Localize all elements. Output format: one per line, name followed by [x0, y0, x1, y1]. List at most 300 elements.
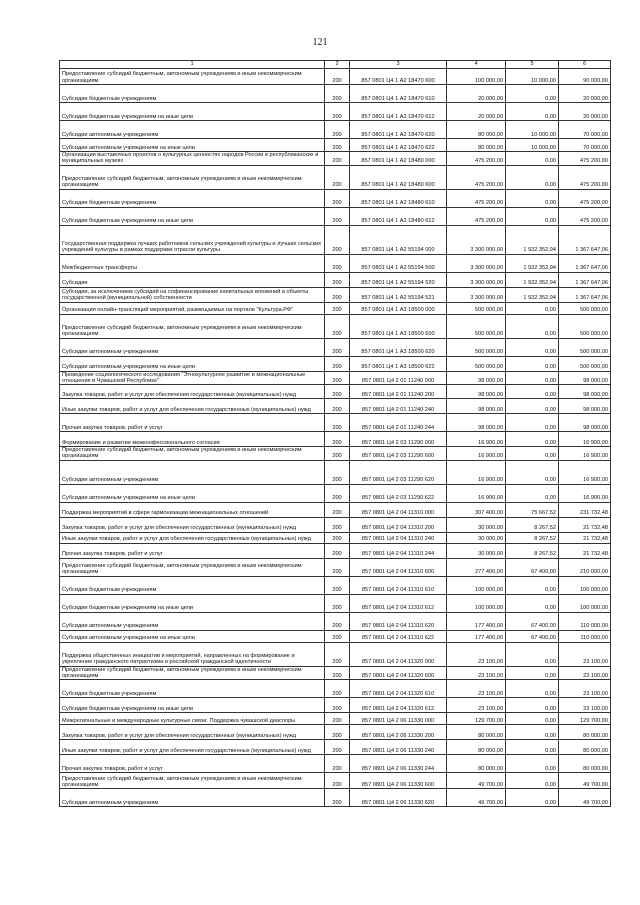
row-code-cell: 200	[325, 447, 350, 461]
budget-classification-code: 857 0801 Ц4 1 А2 18470 610	[350, 85, 447, 103]
executed-amount-cell: 0,00	[506, 755, 559, 773]
table-row	[60, 740, 611, 755]
approved-amount-cell: 23 100,00	[447, 698, 506, 713]
row-name-cell: Предоставление субсидий бюджетным, автономным учреждениям и иным некоммерческим организациям	[60, 558, 325, 576]
executed-amount-cell: 1 932 352,94	[506, 287, 559, 302]
budget-classification-code: 857 0801 Ц4 2 01 11240 240	[350, 399, 447, 414]
unexecuted-amount-cell: 16 900,00	[559, 484, 611, 502]
row-name-cell: Субсидии автономным учреждениям	[60, 460, 325, 484]
executed-amount-cell: 0,00	[506, 399, 559, 414]
row-code-cell: 200	[325, 139, 350, 152]
row-code-cell: 200	[325, 773, 350, 789]
row-name-cell: Предоставление субсидий бюджетным, автономным учреждениям и иным некоммерческим организациям	[60, 314, 325, 338]
approved-amount-cell: 16 900,00	[447, 432, 506, 447]
approved-amount-cell: 98 000,00	[447, 371, 506, 385]
row-code-cell: 200	[325, 666, 350, 680]
executed-amount-cell: 8 267,52	[506, 532, 559, 543]
row-name-cell: Формирование и развитие межконфессионального согласия	[60, 432, 325, 447]
approved-amount-cell: 80 000,00	[447, 740, 506, 755]
unexecuted-amount-cell: 16 900,00	[559, 447, 611, 461]
budget-classification-code: 857 0801 Ц4 2 06 11330 240	[350, 740, 447, 755]
row-name-cell: Субсидии автономным учреждениям на иные цели	[60, 139, 325, 152]
budget-classification-code: 857 0801 Ц4 1 А2 55194 520	[350, 272, 447, 287]
row-code-cell: 200	[325, 302, 350, 314]
approved-amount-cell: 475 200,00	[447, 189, 506, 207]
approved-amount-cell: 500 000,00	[447, 314, 506, 338]
unexecuted-amount-cell: 90 000,00	[559, 69, 611, 85]
approved-amount-cell: 307 400,00	[447, 502, 506, 517]
row-name-cell: Прочая закупка товаров, работ и услуг	[60, 543, 325, 558]
table-row	[60, 666, 611, 680]
unexecuted-amount-cell: 98 000,00	[559, 414, 611, 432]
row-code-cell: 200	[325, 414, 350, 432]
table-row	[60, 356, 611, 371]
executed-amount-cell: 0,00	[506, 680, 559, 698]
unexecuted-amount-cell: 129 700,00	[559, 713, 611, 725]
row-name-cell: Поддержка общественных инициатив и мероприятий, направленных на формирование и укрепление гражданского патриотизма и российской гражданской идентичности	[60, 642, 325, 666]
approved-amount-cell: 100 000,00	[447, 69, 506, 85]
row-name-cell: Предоставление субсидий бюджетным, автономным учреждениям и иным некоммерческим организациям	[60, 165, 325, 189]
row-code-cell: 200	[325, 725, 350, 740]
executed-amount-cell: 67 400,00	[506, 612, 559, 630]
table-row	[60, 773, 611, 789]
row-name-cell: Субсидии бюджетным учреждениям на иные цели	[60, 594, 325, 612]
row-code-cell: 200	[325, 558, 350, 576]
row-code-cell: 200	[325, 630, 350, 642]
table-row	[60, 532, 611, 543]
executed-amount-cell: 0,00	[506, 432, 559, 447]
budget-classification-code: 857 0801 Ц4 1 А2 55194 500	[350, 254, 447, 272]
row-code-cell: 200	[325, 612, 350, 630]
row-code-cell: 200	[325, 484, 350, 502]
row-name-cell: Субсидии бюджетным учреждениям на иные цели	[60, 698, 325, 713]
approved-amount-cell: 500 000,00	[447, 356, 506, 371]
budget-classification-code: 857 0801 Ц4 2 04 11310 622	[350, 630, 447, 642]
unexecuted-amount-cell: 49 700,00	[559, 773, 611, 789]
budget-classification-code: 857 0801 Ц4 2 04 11310 240	[350, 532, 447, 543]
budget-classification-code: 857 0801 Ц4 2 03 11290 622	[350, 484, 447, 502]
approved-amount-cell: 3 300 000,00	[447, 254, 506, 272]
row-code-cell: 200	[325, 399, 350, 414]
table-row	[60, 447, 611, 461]
executed-amount-cell: 10 000,00	[506, 139, 559, 152]
unexecuted-amount-cell: 20 000,00	[559, 103, 611, 121]
table-row	[60, 517, 611, 532]
approved-amount-cell: 23 100,00	[447, 666, 506, 680]
executed-amount-cell: 0,00	[506, 460, 559, 484]
row-code-cell: 200	[325, 103, 350, 121]
budget-classification-code: 857 0801 Ц4 2 04 11320 612	[350, 698, 447, 713]
row-code-cell: 200	[325, 543, 350, 558]
row-name-cell: Субсидии автономным учреждениям	[60, 338, 325, 356]
budget-classification-code: 857 0801 Ц4 1 А2 18480 612	[350, 207, 447, 225]
table-row	[60, 558, 611, 576]
executed-amount-cell: 0,00	[506, 773, 559, 789]
executed-amount-cell: 67 400,00	[506, 630, 559, 642]
row-code-cell: 200	[325, 152, 350, 166]
row-name-cell: Закупка товаров, работ и услуг для обеспечения государственных (муниципальных) нужд	[60, 517, 325, 532]
row-name-cell: Государственная поддержка лучших работников сельских учреждений культуры и лучших сельских учреждений культуры в рамках поддержки отрасли культуры	[60, 225, 325, 254]
approved-amount-cell: 100 000,00	[447, 576, 506, 594]
table-row	[60, 207, 611, 225]
row-name-cell: Субсидии бюджетным учреждениям	[60, 680, 325, 698]
row-code-cell: 200	[325, 698, 350, 713]
approved-amount-cell: 98 000,00	[447, 414, 506, 432]
approved-amount-cell: 80 000,00	[447, 725, 506, 740]
approved-amount-cell: 16 900,00	[447, 447, 506, 461]
row-name-cell: Субсидии бюджетным учреждениям на иные цели	[60, 103, 325, 121]
executed-amount-cell: 1 932 352,94	[506, 225, 559, 254]
row-code-cell: 200	[325, 789, 350, 807]
unexecuted-amount-cell: 100 000,00	[559, 594, 611, 612]
row-name-cell: Организация выставочных проектов о культурных ценностях народов России в республиканских и муниципальных музеях	[60, 152, 325, 166]
table-row	[60, 414, 611, 432]
unexecuted-amount-cell: 23 100,00	[559, 698, 611, 713]
table-row	[60, 189, 611, 207]
budget-classification-code: 857 0801 Ц4 1 А2 18480 600	[350, 165, 447, 189]
unexecuted-amount-cell: 475 200,00	[559, 165, 611, 189]
approved-amount-cell: 30 000,00	[447, 543, 506, 558]
row-code-cell: 200	[325, 272, 350, 287]
budget-classification-code: 857 0801 Ц4 2 01 11240 000	[350, 371, 447, 385]
row-name-cell: Иные закупки товаров, работ и услуг для обеспечения государственных (муниципальных) нужд	[60, 399, 325, 414]
table-row	[60, 642, 611, 666]
approved-amount-cell: 30 000,00	[447, 532, 506, 543]
row-code-cell: 200	[325, 713, 350, 725]
unexecuted-amount-cell: 80 000,00	[559, 725, 611, 740]
budget-classification-code: 857 0801 Ц4 2 01 11240 200	[350, 385, 447, 399]
table-row	[60, 484, 611, 502]
executed-amount-cell: 0,00	[506, 789, 559, 807]
row-name-cell: Субсидии автономным учреждениям	[60, 121, 325, 139]
budget-classification-code: 857 0801 Ц4 2 06 11330 244	[350, 755, 447, 773]
executed-amount-cell: 8 267,52	[506, 543, 559, 558]
unexecuted-amount-cell: 16 900,00	[559, 432, 611, 447]
budget-classification-code: 857 0801 Ц4 1 А3 18500 600	[350, 314, 447, 338]
column-number: 5	[506, 61, 559, 69]
approved-amount-cell: 80 000,00	[447, 121, 506, 139]
unexecuted-amount-cell: 70 000,00	[559, 139, 611, 152]
budget-classification-code: 857 0801 Ц4 1 А2 18480 610	[350, 189, 447, 207]
budget-classification-code: 857 0801 Ц4 1 А2 18470 622	[350, 139, 447, 152]
row-code-cell: 200	[325, 69, 350, 85]
row-name-cell: Закупка товаров, работ и услуг для обеспечения государственных (муниципальных) нужд	[60, 725, 325, 740]
row-code-cell: 200	[325, 338, 350, 356]
row-code-cell: 200	[325, 371, 350, 385]
unexecuted-amount-cell: 210 000,00	[559, 558, 611, 576]
table-row	[60, 755, 611, 773]
unexecuted-amount-cell: 110 000,00	[559, 630, 611, 642]
budget-classification-code: 857 0801 Ц4 1 А3 18500 000	[350, 302, 447, 314]
row-name-cell: Субсидии бюджетным учреждениям	[60, 189, 325, 207]
approved-amount-cell: 49 700,00	[447, 789, 506, 807]
unexecuted-amount-cell: 80 000,00	[559, 755, 611, 773]
unexecuted-amount-cell: 500 000,00	[559, 302, 611, 314]
approved-amount-cell: 30 000,00	[447, 517, 506, 532]
column-number: 6	[559, 61, 611, 69]
row-code-cell: 200	[325, 532, 350, 543]
row-code-cell: 200	[325, 642, 350, 666]
row-code-cell: 200	[325, 207, 350, 225]
budget-classification-code: 857 0801 Ц4 2 04 11310 612	[350, 594, 447, 612]
unexecuted-amount-cell: 98 000,00	[559, 385, 611, 399]
column-number: 1	[60, 61, 325, 69]
row-name-cell: Закупка товаров, работ и услуг для обеспечения государственных (муниципальных) нужд	[60, 385, 325, 399]
executed-amount-cell: 10 000,00	[506, 69, 559, 85]
table-row	[60, 371, 611, 385]
row-code-cell: 200	[325, 740, 350, 755]
budget-classification-code: 857 0801 Ц4 2 04 11310 200	[350, 517, 447, 532]
unexecuted-amount-cell: 100 000,00	[559, 576, 611, 594]
unexecuted-amount-cell: 475 200,00	[559, 152, 611, 166]
row-code-cell: 200	[325, 432, 350, 447]
unexecuted-amount-cell: 110 000,00	[559, 612, 611, 630]
row-code-cell: 200	[325, 517, 350, 532]
budget-classification-code: 857 0801 Ц4 2 06 11330 000	[350, 713, 447, 725]
executed-amount-cell: 0,00	[506, 371, 559, 385]
budget-classification-code: 857 0801 Ц4 2 03 11290 620	[350, 460, 447, 484]
approved-amount-cell: 177 400,00	[447, 630, 506, 642]
table-row	[60, 338, 611, 356]
approved-amount-cell: 475 200,00	[447, 152, 506, 166]
budget-classification-code: 857 0801 Ц4 1 А2 55194 000	[350, 225, 447, 254]
row-code-cell: 200	[325, 576, 350, 594]
budget-classification-code: 857 0801 Ц4 2 06 11330 620	[350, 789, 447, 807]
approved-amount-cell: 129 700,00	[447, 713, 506, 725]
table-row	[60, 502, 611, 517]
executed-amount-cell: 75 667,52	[506, 502, 559, 517]
executed-amount-cell: 0,00	[506, 642, 559, 666]
budget-classification-code: 857 0801 Ц4 1 А2 18480 000	[350, 152, 447, 166]
row-code-cell: 200	[325, 385, 350, 399]
unexecuted-amount-cell: 475 200,00	[559, 207, 611, 225]
budget-classification-code: 857 0801 Ц4 2 04 11320 610	[350, 680, 447, 698]
row-name-cell: Предоставление субсидий бюджетным, автономным учреждениям и иным некоммерческим организациям	[60, 447, 325, 461]
row-name-cell: Субсидии бюджетным учреждениям	[60, 85, 325, 103]
table-row	[60, 460, 611, 484]
row-name-cell: Организация онлайн-трансляций мероприятий, размещаемых на портале "Культура.РФ"	[60, 302, 325, 314]
table-row	[60, 314, 611, 338]
table-row	[60, 272, 611, 287]
row-name-cell: Субсидии автономным учреждениям на иные цели	[60, 484, 325, 502]
unexecuted-amount-cell: 23 100,00	[559, 680, 611, 698]
executed-amount-cell: 0,00	[506, 484, 559, 502]
table-row	[60, 302, 611, 314]
column-number: 4	[447, 61, 506, 69]
budget-classification-code: 857 0801 Ц4 1 А2 55194 521	[350, 287, 447, 302]
approved-amount-cell: 3 300 000,00	[447, 272, 506, 287]
table-row	[60, 698, 611, 713]
row-name-cell: Поддержка мероприятий в сфере гармонизации межнациональных отношений	[60, 502, 325, 517]
budget-classification-code: 857 0801 Ц4 1 А2 18470 620	[350, 121, 447, 139]
approved-amount-cell: 16 900,00	[447, 484, 506, 502]
executed-amount-cell: 0,00	[506, 85, 559, 103]
executed-amount-cell: 10 000,00	[506, 121, 559, 139]
unexecuted-amount-cell: 1 367 647,06	[559, 272, 611, 287]
approved-amount-cell: 16 900,00	[447, 460, 506, 484]
unexecuted-amount-cell: 49 700,00	[559, 789, 611, 807]
executed-amount-cell: 0,00	[506, 740, 559, 755]
unexecuted-amount-cell: 98 000,00	[559, 371, 611, 385]
table-header-row	[60, 61, 611, 69]
table-row	[60, 152, 611, 166]
row-code-cell: 200	[325, 225, 350, 254]
executed-amount-cell: 8 267,52	[506, 517, 559, 532]
row-code-cell: 200	[325, 254, 350, 272]
table-row	[60, 287, 611, 302]
row-name-cell: Предоставление субсидий бюджетным, автономным учреждениям и иным некоммерческим организациям	[60, 666, 325, 680]
row-name-cell: Субсидии автономным учреждениям	[60, 612, 325, 630]
approved-amount-cell: 3 300 000,00	[447, 287, 506, 302]
table-row	[60, 121, 611, 139]
unexecuted-amount-cell: 1 367 647,06	[559, 225, 611, 254]
executed-amount-cell: 0,00	[506, 725, 559, 740]
budget-table	[59, 60, 611, 807]
row-name-cell: Предоставление субсидий бюджетным, автономным учреждениям и иным некоммерческим организациям	[60, 773, 325, 789]
table-row	[60, 630, 611, 642]
table-row	[60, 789, 611, 807]
unexecuted-amount-cell: 1 367 647,06	[559, 287, 611, 302]
row-name-cell: Межрегиональные и международные культурные связи. Поддержка чувашской диаспоры	[60, 713, 325, 725]
table-row	[60, 713, 611, 725]
unexecuted-amount-cell: 16 900,00	[559, 460, 611, 484]
approved-amount-cell: 20 000,00	[447, 103, 506, 121]
budget-classification-code: 857 0801 Ц4 2 04 11310 000	[350, 502, 447, 517]
approved-amount-cell: 3 300 000,00	[447, 225, 506, 254]
row-name-cell: Проведение социологического исследования "Этнокультурное развитие и межнациональные отношения в Чувашской Республике"	[60, 371, 325, 385]
table-row	[60, 543, 611, 558]
budget-classification-code: 857 0801 Ц4 2 04 11310 600	[350, 558, 447, 576]
executed-amount-cell: 0,00	[506, 713, 559, 725]
executed-amount-cell: 0,00	[506, 302, 559, 314]
row-name-cell: Предоставление субсидий бюджетным, автономным учреждениям и иным некоммерческим организациям	[60, 69, 325, 85]
row-code-cell: 200	[325, 287, 350, 302]
approved-amount-cell: 20 000,00	[447, 85, 506, 103]
budget-classification-code: 857 0801 Ц4 2 04 11320 000	[350, 642, 447, 666]
unexecuted-amount-cell: 80 000,00	[559, 740, 611, 755]
executed-amount-cell: 0,00	[506, 447, 559, 461]
budget-classification-code: 857 0801 Ц4 2 03 11290 000	[350, 432, 447, 447]
table-row	[60, 432, 611, 447]
approved-amount-cell: 80 000,00	[447, 755, 506, 773]
executed-amount-cell: 0,00	[506, 356, 559, 371]
row-code-cell: 200	[325, 165, 350, 189]
column-number: 2	[325, 61, 350, 69]
table-row	[60, 576, 611, 594]
row-code-cell: 200	[325, 460, 350, 484]
approved-amount-cell: 500 000,00	[447, 302, 506, 314]
budget-classification-code: 857 0801 Ц4 1 А2 18470 600	[350, 69, 447, 85]
unexecuted-amount-cell: 475 200,00	[559, 189, 611, 207]
budget-classification-code: 857 0801 Ц4 1 А3 18500 622	[350, 356, 447, 371]
budget-classification-code: 857 0801 Ц4 2 06 11330 600	[350, 773, 447, 789]
table-row	[60, 69, 611, 85]
row-code-cell: 200	[325, 755, 350, 773]
budget-classification-code: 857 0801 Ц4 2 04 11320 600	[350, 666, 447, 680]
table-row	[60, 225, 611, 254]
row-code-cell: 200	[325, 121, 350, 139]
executed-amount-cell: 0,00	[506, 207, 559, 225]
row-code-cell: 200	[325, 502, 350, 517]
executed-amount-cell: 67 400,00	[506, 558, 559, 576]
budget-classification-code: 857 0801 Ц4 2 04 11310 244	[350, 543, 447, 558]
approved-amount-cell: 177 400,00	[447, 612, 506, 630]
row-code-cell: 200	[325, 85, 350, 103]
table-row	[60, 165, 611, 189]
executed-amount-cell: 0,00	[506, 576, 559, 594]
row-code-cell: 200	[325, 356, 350, 371]
executed-amount-cell: 0,00	[506, 385, 559, 399]
table-row	[60, 725, 611, 740]
table-row	[60, 139, 611, 152]
executed-amount-cell: 1 932 352,94	[506, 254, 559, 272]
unexecuted-amount-cell: 70 000,00	[559, 121, 611, 139]
row-name-cell: Субсидии автономным учреждениям на иные цели	[60, 356, 325, 371]
row-code-cell: 200	[325, 314, 350, 338]
table-row	[60, 85, 611, 103]
executed-amount-cell: 1 932 352,94	[506, 272, 559, 287]
unexecuted-amount-cell: 21 732,48	[559, 517, 611, 532]
row-code-cell: 200	[325, 189, 350, 207]
table-row	[60, 103, 611, 121]
approved-amount-cell: 100 000,00	[447, 594, 506, 612]
executed-amount-cell: 0,00	[506, 666, 559, 680]
executed-amount-cell: 0,00	[506, 165, 559, 189]
row-name-cell: Субсидии	[60, 272, 325, 287]
row-name-cell: Субсидии автономным учреждениям на иные цели	[60, 630, 325, 642]
approved-amount-cell: 475 200,00	[447, 207, 506, 225]
row-code-cell: 200	[325, 594, 350, 612]
table-row	[60, 680, 611, 698]
unexecuted-amount-cell: 21 732,48	[559, 532, 611, 543]
executed-amount-cell: 0,00	[506, 152, 559, 166]
approved-amount-cell: 49 700,00	[447, 773, 506, 789]
unexecuted-amount-cell: 23 100,00	[559, 642, 611, 666]
row-name-cell: Иные закупки товаров, работ и услуг для обеспечения государственных (муниципальных) нужд	[60, 740, 325, 755]
approved-amount-cell: 80 000,00	[447, 139, 506, 152]
budget-classification-code: 857 0801 Ц4 1 А3 18500 620	[350, 338, 447, 356]
unexecuted-amount-cell: 1 367 647,06	[559, 254, 611, 272]
approved-amount-cell: 277 400,00	[447, 558, 506, 576]
budget-classification-code: 857 0801 Ц4 2 06 11330 200	[350, 725, 447, 740]
budget-classification-code: 857 0801 Ц4 2 04 11310 620	[350, 612, 447, 630]
row-name-cell: Субсидии автономным учреждениям	[60, 789, 325, 807]
budget-classification-code: 857 0801 Ц4 2 03 11290 600	[350, 447, 447, 461]
unexecuted-amount-cell: 20 000,00	[559, 85, 611, 103]
unexecuted-amount-cell: 500 000,00	[559, 356, 611, 371]
executed-amount-cell: 0,00	[506, 338, 559, 356]
executed-amount-cell: 0,00	[506, 414, 559, 432]
table-row	[60, 399, 611, 414]
approved-amount-cell: 23 100,00	[447, 642, 506, 666]
page-number: 121	[312, 37, 328, 48]
table-row	[60, 254, 611, 272]
executed-amount-cell: 0,00	[506, 698, 559, 713]
unexecuted-amount-cell: 231 732,48	[559, 502, 611, 517]
unexecuted-amount-cell: 21 732,48	[559, 543, 611, 558]
approved-amount-cell: 23 100,00	[447, 680, 506, 698]
row-name-cell: Межбюджетные трансферты	[60, 254, 325, 272]
approved-amount-cell: 500 000,00	[447, 338, 506, 356]
executed-amount-cell: 0,00	[506, 594, 559, 612]
row-name-cell: Субсидии бюджетным учреждениям	[60, 576, 325, 594]
executed-amount-cell: 0,00	[506, 314, 559, 338]
budget-classification-code: 857 0801 Ц4 1 А2 18470 612	[350, 103, 447, 121]
table-row	[60, 385, 611, 399]
table-row	[60, 612, 611, 630]
unexecuted-amount-cell: 98 000,00	[559, 399, 611, 414]
unexecuted-amount-cell: 23 100,00	[559, 666, 611, 680]
